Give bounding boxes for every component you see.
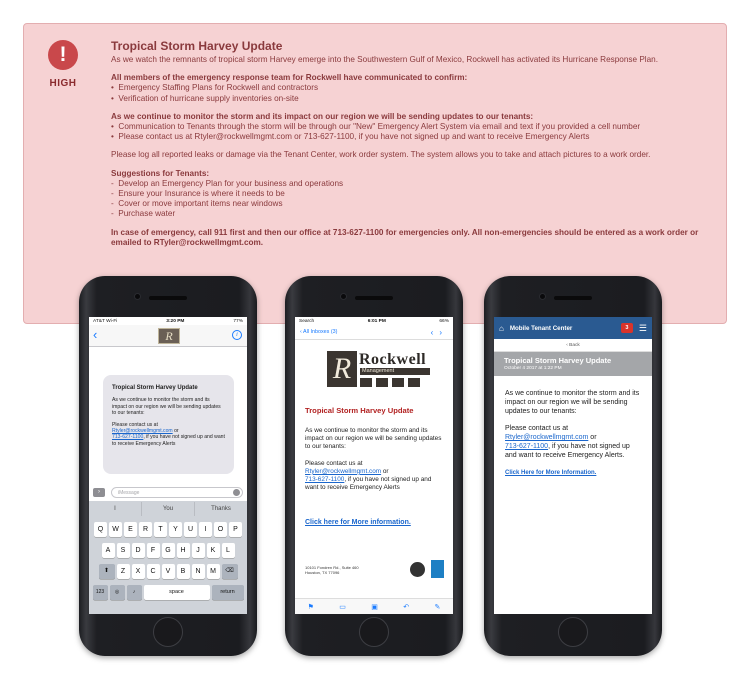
- key-row-4: [89, 585, 247, 600]
- numbers-key[interactable]: 123: [93, 585, 108, 600]
- app-header: [494, 317, 652, 339]
- speaker-grille: [149, 296, 187, 300]
- keyboard: [89, 501, 247, 614]
- list-item: - Purchase water: [111, 209, 176, 219]
- phone-link[interactable]: 713-627-1100: [505, 442, 549, 450]
- alert-intro: As we watch the remnants of tropical storm Harvey emerge into the Southwestern Gulf of Mexico, Rockwell has activated its Hurricane Response Plan.: [111, 55, 658, 64]
- back-button[interactable]: ‹ Back: [494, 339, 652, 352]
- more-info-link[interactable]: Click Here for More Information.: [505, 469, 597, 476]
- key[interactable]: H: [177, 543, 190, 558]
- alert-title: Tropical Storm Harvey Update: [111, 39, 283, 53]
- list-item: - Cover or move important items near windows: [111, 199, 283, 209]
- message-input[interactable]: iMessage: [111, 487, 243, 498]
- dictation-icon[interactable]: ♪: [127, 585, 142, 600]
- app-title: Mobile Tenant Center: [509, 324, 573, 332]
- address-footer: 10101 Fondren Rd., Suite 460 Houston, TX 77096: [305, 565, 359, 575]
- phone-messages: [79, 276, 257, 656]
- folder-icon[interactable]: ▭: [339, 603, 346, 611]
- key[interactable]: B: [177, 564, 190, 579]
- post-header: [494, 352, 652, 376]
- compose-bar: [89, 484, 247, 500]
- phone-mail: [285, 276, 463, 656]
- post-body: As we continue to monitor the storm and its impact on our region we will be sending updates to our tenants: Please contact us at Rtyler@rockwellmgmt.com or 713-627-1100, if you have not signed up and want to receive Emergency Alerts.: [505, 390, 640, 459]
- hamburger-menu-icon[interactable]: ☰: [638, 322, 647, 333]
- key[interactable]: G: [162, 543, 175, 558]
- microphone-icon[interactable]: [233, 489, 240, 496]
- key[interactable]: P: [229, 522, 242, 537]
- key[interactable]: Y: [169, 522, 182, 537]
- rockwell-logo: R Rockwell Management: [327, 351, 431, 387]
- email-link[interactable]: Rtyler@rockwellmgmt.com: [112, 428, 173, 435]
- compose-icon[interactable]: ✎: [434, 603, 441, 611]
- key[interactable]: V: [162, 564, 175, 579]
- team-heading: All members of the emergency response team for Rockwell have communicated to confirm:: [111, 73, 468, 83]
- post-date: October 4 2017 at 1:22 PM: [504, 366, 562, 371]
- email-body: As we continue to monitor the storm and its impact on our region we will be sending updates to our tenants: Please contact us at Rtyler@rockwellmgmt.com or 713-627-1100, if you have not signed up and want to receive Emergency Alerts: [305, 427, 442, 492]
- message-arrows[interactable]: ‹›: [430, 327, 448, 337]
- email-link[interactable]: Rtyler@rockwellmgmt.com: [505, 434, 589, 442]
- severity-label: HIGH: [49, 78, 77, 89]
- key[interactable]: K: [207, 543, 220, 558]
- key[interactable]: Q: [94, 522, 107, 537]
- suggestions-heading: Suggestions for Tenants:: [111, 168, 210, 178]
- home-button[interactable]: [558, 617, 588, 647]
- return-key[interactable]: return: [212, 585, 244, 600]
- home-button[interactable]: [359, 617, 389, 647]
- exclamation-icon: !: [48, 40, 78, 70]
- key[interactable]: J: [192, 543, 205, 558]
- list-item: • Verification of hurricane supply inventories on-site: [111, 93, 299, 103]
- key[interactable]: D: [132, 543, 145, 558]
- key[interactable]: M: [207, 564, 220, 579]
- email-title: Tropical Storm Harvey Update: [305, 406, 414, 415]
- suggestion[interactable]: I: [89, 502, 142, 516]
- home-icon[interactable]: ⌂: [499, 323, 504, 333]
- avatar[interactable]: R: [158, 328, 180, 344]
- alert-content: [111, 39, 716, 256]
- suggestion[interactable]: You: [142, 502, 195, 516]
- flag-icon[interactable]: ⚑: [307, 603, 314, 611]
- energy-star-icon: [431, 560, 444, 578]
- list-item: • Communication to Tenants through the storm will be through our "New" Emergency Alert System via email and text if you provided a cell number: [111, 122, 641, 132]
- list-item: • Please contact us at Rtyler@rockwellmgmt.com or 713-627-1100, if you have not signed up and want to receive Emergency Alerts: [111, 132, 590, 142]
- list-item: - Ensure your Insurance is where it needs to be: [111, 189, 285, 199]
- key[interactable]: U: [184, 522, 197, 537]
- message-bubble: Tropical Storm Harvey Update As we continue to monitor the storm and its impact on our region we will be sending updates to our tenants: Please contact us at Rtyler@rockwellmgmt.com or 713-627-1100, if you have not signed up and want to receive Emergency Alerts: [103, 375, 234, 474]
- speaker-grille: [554, 296, 592, 300]
- archive-icon[interactable]: ▣: [371, 603, 378, 611]
- key[interactable]: L: [222, 543, 235, 558]
- key-row-2: [89, 543, 247, 558]
- team-list: [111, 83, 716, 103]
- key[interactable]: I: [199, 522, 212, 537]
- status-bar: AT&T Wi-Fi 3:20 PM 77%: [93, 318, 243, 324]
- key[interactable]: C: [147, 564, 160, 579]
- key-row-3: [89, 564, 247, 579]
- conversation-header: [89, 325, 247, 347]
- certification-badge-icon: [410, 562, 425, 577]
- suggestions-list: [111, 179, 716, 220]
- email-link[interactable]: Rtyler@rockwellmgmt.com: [305, 467, 382, 475]
- phone-link[interactable]: 713-627-1100: [112, 434, 144, 441]
- status-bar: Search 6:01 PM 66%: [299, 318, 449, 324]
- key[interactable]: F: [147, 543, 160, 558]
- emergency-note: In case of emergency, call 911 first and then our office at 713-627-1100 for emergencies only. All non-emergencies should be entered as a work order or emailed to RTyler@rockwellmgmt.com.: [111, 227, 699, 247]
- notification-badge[interactable]: 3: [621, 323, 633, 333]
- post-title: Tropical Storm Harvey Update: [504, 356, 612, 365]
- camera-icon: [340, 293, 347, 300]
- alert-severity: [38, 40, 88, 89]
- key[interactable]: T: [154, 522, 167, 537]
- messages-screen: [89, 317, 247, 614]
- list-item: - Develop an Emergency Plan for your business and operations: [111, 178, 344, 188]
- mail-nav-bar: [295, 325, 453, 340]
- home-button[interactable]: [153, 617, 183, 647]
- camera-icon: [539, 293, 546, 300]
- key[interactable]: N: [192, 564, 205, 579]
- monitor-heading: As we continue to monitor the storm and its impact on our region we will be sending updates to our tenants:: [111, 111, 534, 121]
- key[interactable]: O: [214, 522, 227, 537]
- phone-link[interactable]: 713-627-1100: [305, 476, 345, 484]
- back-chevron-icon[interactable]: ‹: [93, 327, 98, 342]
- mail-toolbar: [295, 598, 453, 614]
- speaker-grille: [355, 296, 393, 300]
- key[interactable]: A: [102, 543, 115, 558]
- suggestion[interactable]: Thanks: [211, 506, 231, 512]
- globe-icon[interactable]: ◎: [110, 585, 125, 600]
- key[interactable]: W: [109, 522, 122, 537]
- key[interactable]: X: [132, 564, 145, 579]
- space-key[interactable]: space: [144, 585, 210, 600]
- key-row-1: [89, 522, 247, 537]
- tenant-center-screen: [494, 317, 652, 614]
- key[interactable]: Z: [117, 564, 130, 579]
- more-info-link[interactable]: Click here for More information.: [305, 519, 411, 526]
- monitor-list: [111, 122, 716, 142]
- reply-icon[interactable]: ↶: [403, 603, 410, 611]
- shift-key[interactable]: ⬆: [99, 564, 115, 579]
- key[interactable]: S: [117, 543, 130, 558]
- phone-tenant-center: [484, 276, 662, 656]
- backspace-key[interactable]: ⌫: [222, 564, 238, 579]
- key[interactable]: E: [124, 522, 137, 537]
- predictive-bar: [89, 502, 247, 516]
- camera-icon: [134, 293, 141, 300]
- back-to-inboxes[interactable]: ‹ All Inboxes (3): [300, 329, 338, 335]
- list-item: • Emergency Staffing Plans for Rockwell and contractors: [111, 83, 319, 93]
- key[interactable]: R: [139, 522, 152, 537]
- mail-screen: [295, 317, 453, 614]
- app-drawer-icon[interactable]: ›: [93, 488, 105, 497]
- info-icon[interactable]: i: [232, 330, 242, 340]
- leaks-note: Please log all reported leaks or damage via the Tenant Center, work order system. The system allows you to take and attach pictures to a work order.: [111, 150, 651, 160]
